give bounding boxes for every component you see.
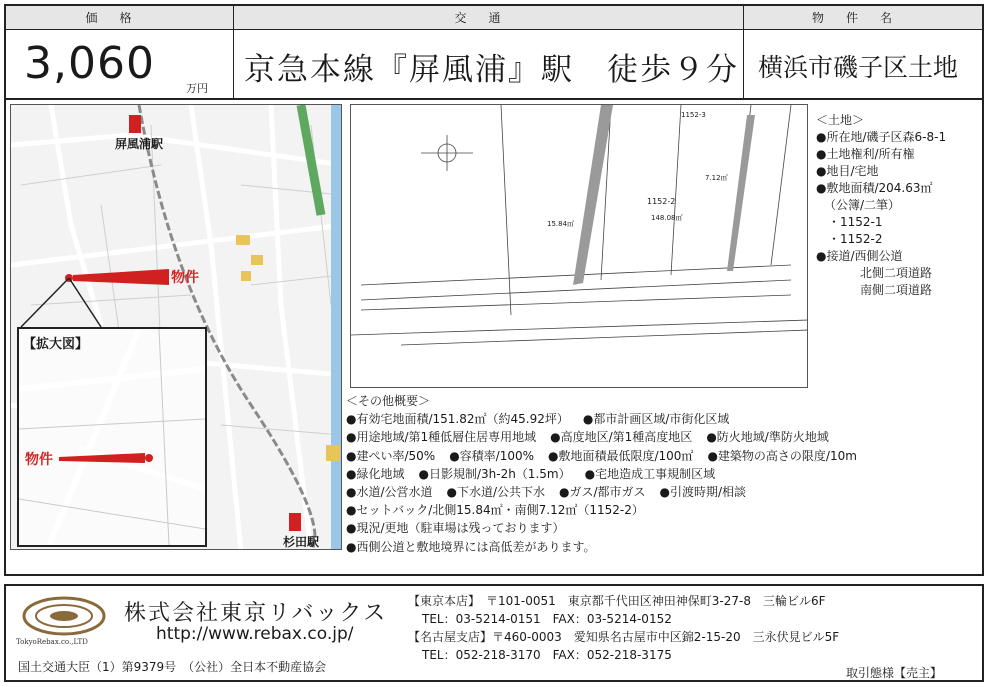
nagoya-office: 【名古屋支店】〒460-0003 愛知県名古屋市中区錦2-15-20 三永伏見ビル5F [408, 630, 840, 644]
other-heading: ＜その他概要＞ [346, 394, 431, 408]
summary-line [346, 501, 976, 519]
lot-number-top: 1152-3 [681, 111, 706, 119]
location-map [10, 104, 342, 550]
map-marker-label: 物件 [171, 270, 199, 286]
summary-item: ●現況/更地（駐車場は残っております） [346, 521, 565, 536]
summary-item: ●引渡時期/相談 [659, 485, 747, 500]
transaction-type: 取引態様【売主】 [845, 666, 942, 680]
summary-item: ●有効宅地面積/151.82㎡（約45.92坪） [346, 412, 569, 427]
tokyo-office: 【東京本店】 〒101-0051 東京都千代田区神田神保町3-27-8 三輪ビル6F [408, 594, 826, 608]
license-info: 国土交通大臣（1）第9379号 （公社）全日本不動産協会 [18, 660, 327, 674]
land-item: ●所在地/磯子区森6-8-1 [816, 130, 947, 144]
lot-number-main: 1152-2 [647, 197, 676, 206]
summary-item: ●高度地区/第1種高度地区 [550, 430, 693, 445]
price-header: 価格 [6, 6, 234, 30]
enlarged-map [17, 327, 207, 547]
summary-item: ●ガス/都市ガス [559, 485, 646, 500]
summary-item: ●日影規制/3h-2h（1.5m） [418, 466, 571, 481]
nagoya-tel: TEL：052-218-3170 FAX：052-218-3175 [422, 648, 672, 662]
property-name-header: 物件名 [744, 6, 982, 30]
summary-item: ●西側公道と敷地境界には高低差があります。 [346, 539, 596, 554]
summary-line [346, 519, 976, 537]
property-name: 横浜市磯子区土地 [758, 53, 959, 82]
land-item: ・1152-2 [828, 232, 883, 246]
summary-line [346, 538, 976, 556]
inset-streets [19, 329, 205, 545]
property-name-cell [744, 30, 982, 100]
summary-item: ●建ぺい率/50% [346, 448, 436, 463]
land-info [816, 112, 976, 299]
land-item: （公簿/二筆） [824, 198, 901, 212]
traffic-cell [234, 30, 744, 100]
setback-south-area: 7.12㎡ [705, 174, 728, 182]
enlarged-map-title: 【拡大図】 [23, 337, 89, 352]
company-footer [4, 584, 984, 682]
other-summary [346, 392, 976, 556]
summary-line [346, 483, 976, 501]
price-cell [6, 30, 234, 100]
summary-item: ●防火地域/準防火地域 [706, 430, 829, 445]
summary-item: ●セットバック/北側15.84㎡・南側7.12㎡（1152-2） [346, 503, 644, 518]
land-item: ・1152-1 [828, 215, 883, 229]
summary-line [346, 410, 976, 428]
traffic-text: 京急本線『屏風浦』駅 徒歩９分 [244, 52, 739, 88]
station-label-byobugaura: 屏風浦駅 [115, 137, 164, 151]
summary-item: ●水道/公営水道 [346, 485, 433, 500]
land-item: ●地目/宅地 [816, 164, 879, 178]
traffic-header: 交通 [234, 6, 744, 30]
price-value: 3,060 [24, 38, 155, 89]
summary-line [346, 428, 976, 446]
summary-item: ●都市計画区域/市街化区域 [582, 412, 730, 427]
station-label-sugita: 杉田駅 [283, 535, 320, 549]
summary-item: ●下水道/公共下水 [446, 485, 546, 500]
inset-marker-label: 物件 [25, 452, 53, 468]
tokyo-tel: TEL：03-5214-0151 FAX：03-5214-0152 [422, 612, 672, 626]
summary-item: ●宅地造成工事規制区域 [584, 466, 716, 481]
summary-item: ●緑化地域 [346, 466, 405, 481]
office-list [408, 592, 839, 664]
logo-text: TokyoRebax.co.,LTD [16, 638, 88, 646]
land-item: 北側二項道路 [860, 266, 933, 280]
setback-north-area: 15.84㎡ [547, 220, 575, 228]
land-heading: ＜土地＞ [816, 113, 865, 127]
land-item: ●接道/西側公道 [816, 249, 903, 263]
summary-item: ●容積率/100% [449, 448, 535, 463]
land-item: 南側二項道路 [860, 283, 933, 297]
survey-drawing [350, 104, 808, 388]
company-url[interactable]: http://www.rebax.co.jp/ [156, 624, 354, 644]
company-logo [20, 594, 108, 638]
summary-item: ●建築物の高さの限度/10m [707, 448, 857, 463]
lot-area-main: 148.08㎡ [651, 214, 683, 222]
company-name: 株式会社東京リバックス [124, 601, 388, 626]
summary-item: ●敷地面積最低限度/100㎡ [548, 448, 694, 463]
land-item: ●敷地面積/204.63㎡ [816, 181, 933, 195]
price-unit: 万円 [186, 82, 208, 95]
summary-item: ●用途地域/第1種低層住居専用地域 [346, 430, 537, 445]
land-item: ●土地権利/所有権 [816, 147, 915, 161]
summary-line [346, 465, 976, 483]
survey-lines [351, 105, 808, 388]
summary-line [346, 447, 976, 465]
